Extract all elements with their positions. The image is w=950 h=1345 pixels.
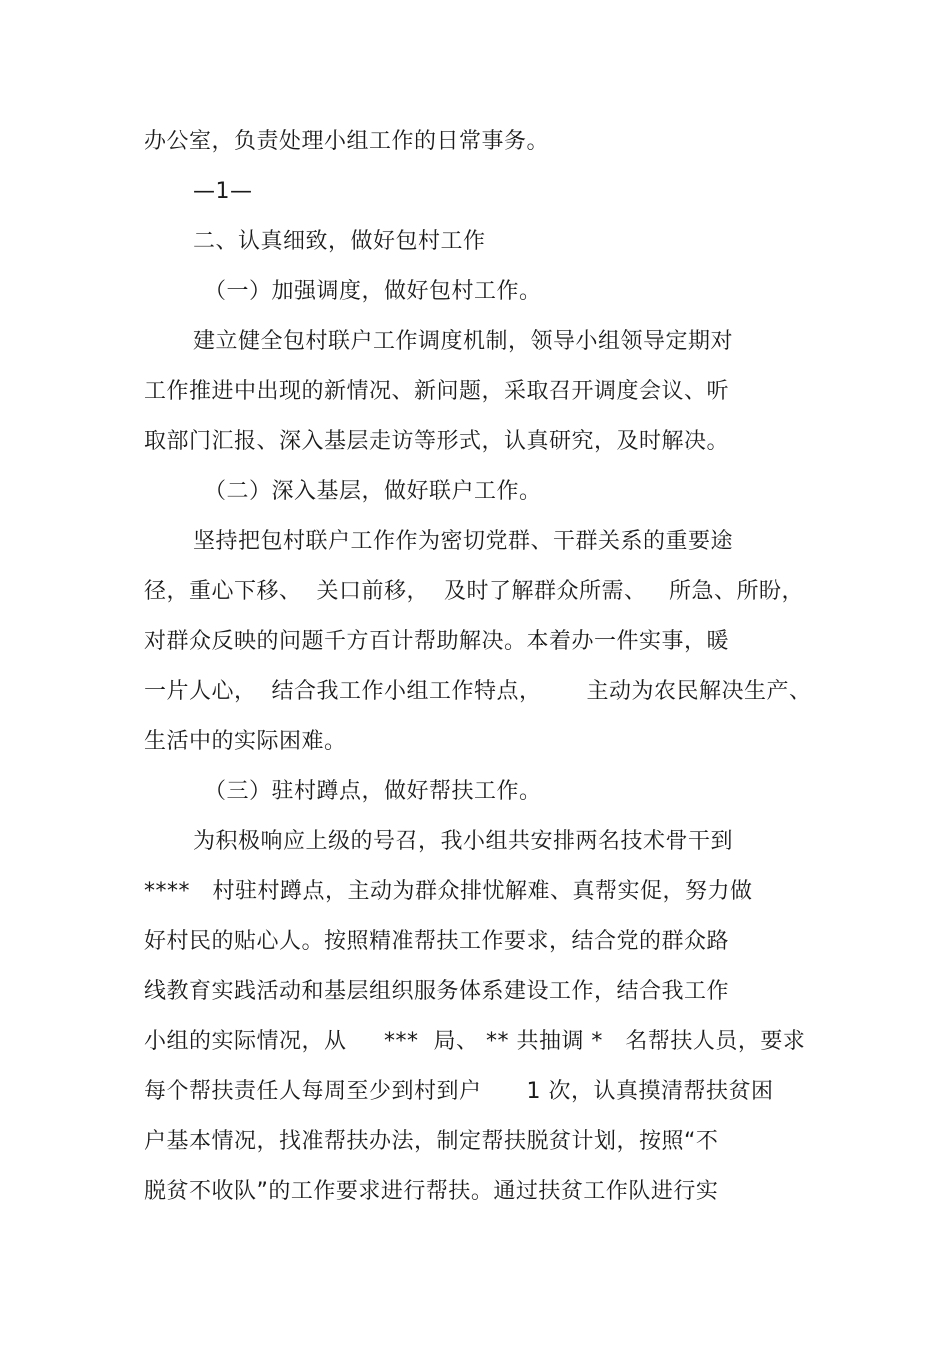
paragraph-line: 脱贫不收队”的工作要求进行帮扶。通过扶贫工作队进行实 <box>144 1179 719 1204</box>
subsection-heading: （一）加强调度，做好包村工作。 <box>204 279 542 304</box>
paragraph-line: 好村民的贴心人。按照精准帮扶工作要求，结合党的群众路 <box>144 929 730 954</box>
paragraph-line: 为积极响应上级的号召，我小组共安排两名技术骨干到 <box>193 829 734 854</box>
paragraph-line: 办公室，负责处理小组工作的日常事务。 <box>144 129 550 154</box>
paragraph-line: **** 村驻村蹲点，主动为群众排忧解难、真帮实促，努力做 <box>144 879 753 904</box>
subsection-heading: （二）深入基层，做好联户工作。 <box>204 479 542 504</box>
paragraph-line: 径，重心下移、 关口前移， 及时了解群众所需、 所急、所盼， <box>144 579 804 604</box>
subsection-heading: （三）驻村蹲点，做好帮扶工作。 <box>204 779 542 804</box>
page-number: —1— <box>193 179 253 204</box>
paragraph-line: 一片人心， 结合我工作小组工作特点， 主动为农民解决生产、 <box>144 679 812 704</box>
paragraph-line: 生活中的实际困难。 <box>144 729 347 754</box>
paragraph-line: 每个帮扶责任人每周至少到村到户 1 次，认真摸清帮扶贫困 <box>144 1079 774 1104</box>
paragraph-line: 对群众反映的问题千方百计帮助解决。本着办一件实事，暖 <box>144 629 730 654</box>
paragraph-line: 取部门汇报、深入基层走访等形式，认真研究，及时解决。 <box>144 429 730 454</box>
paragraph-line: 工作推进中出现的新情况、新问题，采取召开调度会议、听 <box>144 379 730 404</box>
paragraph-line: 建立健全包村联户工作调度机制，领导小组领导定期对 <box>193 329 734 354</box>
paragraph-line: 小组的实际情况，从 *** 局、 ** 共抽调 * 名帮扶人员，要求 <box>144 1029 806 1054</box>
paragraph-line: 坚持把包村联户工作作为密切党群、干群关系的重要途 <box>193 529 734 554</box>
paragraph-line: 户基本情况，找准帮扶办法，制定帮扶脱贫计划，按照“不 <box>144 1129 719 1154</box>
section-heading: 二、认真细致，做好包村工作 <box>193 229 486 254</box>
paragraph-line: 线教育实践活动和基层组织服务体系建设工作，结合我工作 <box>144 979 730 1004</box>
